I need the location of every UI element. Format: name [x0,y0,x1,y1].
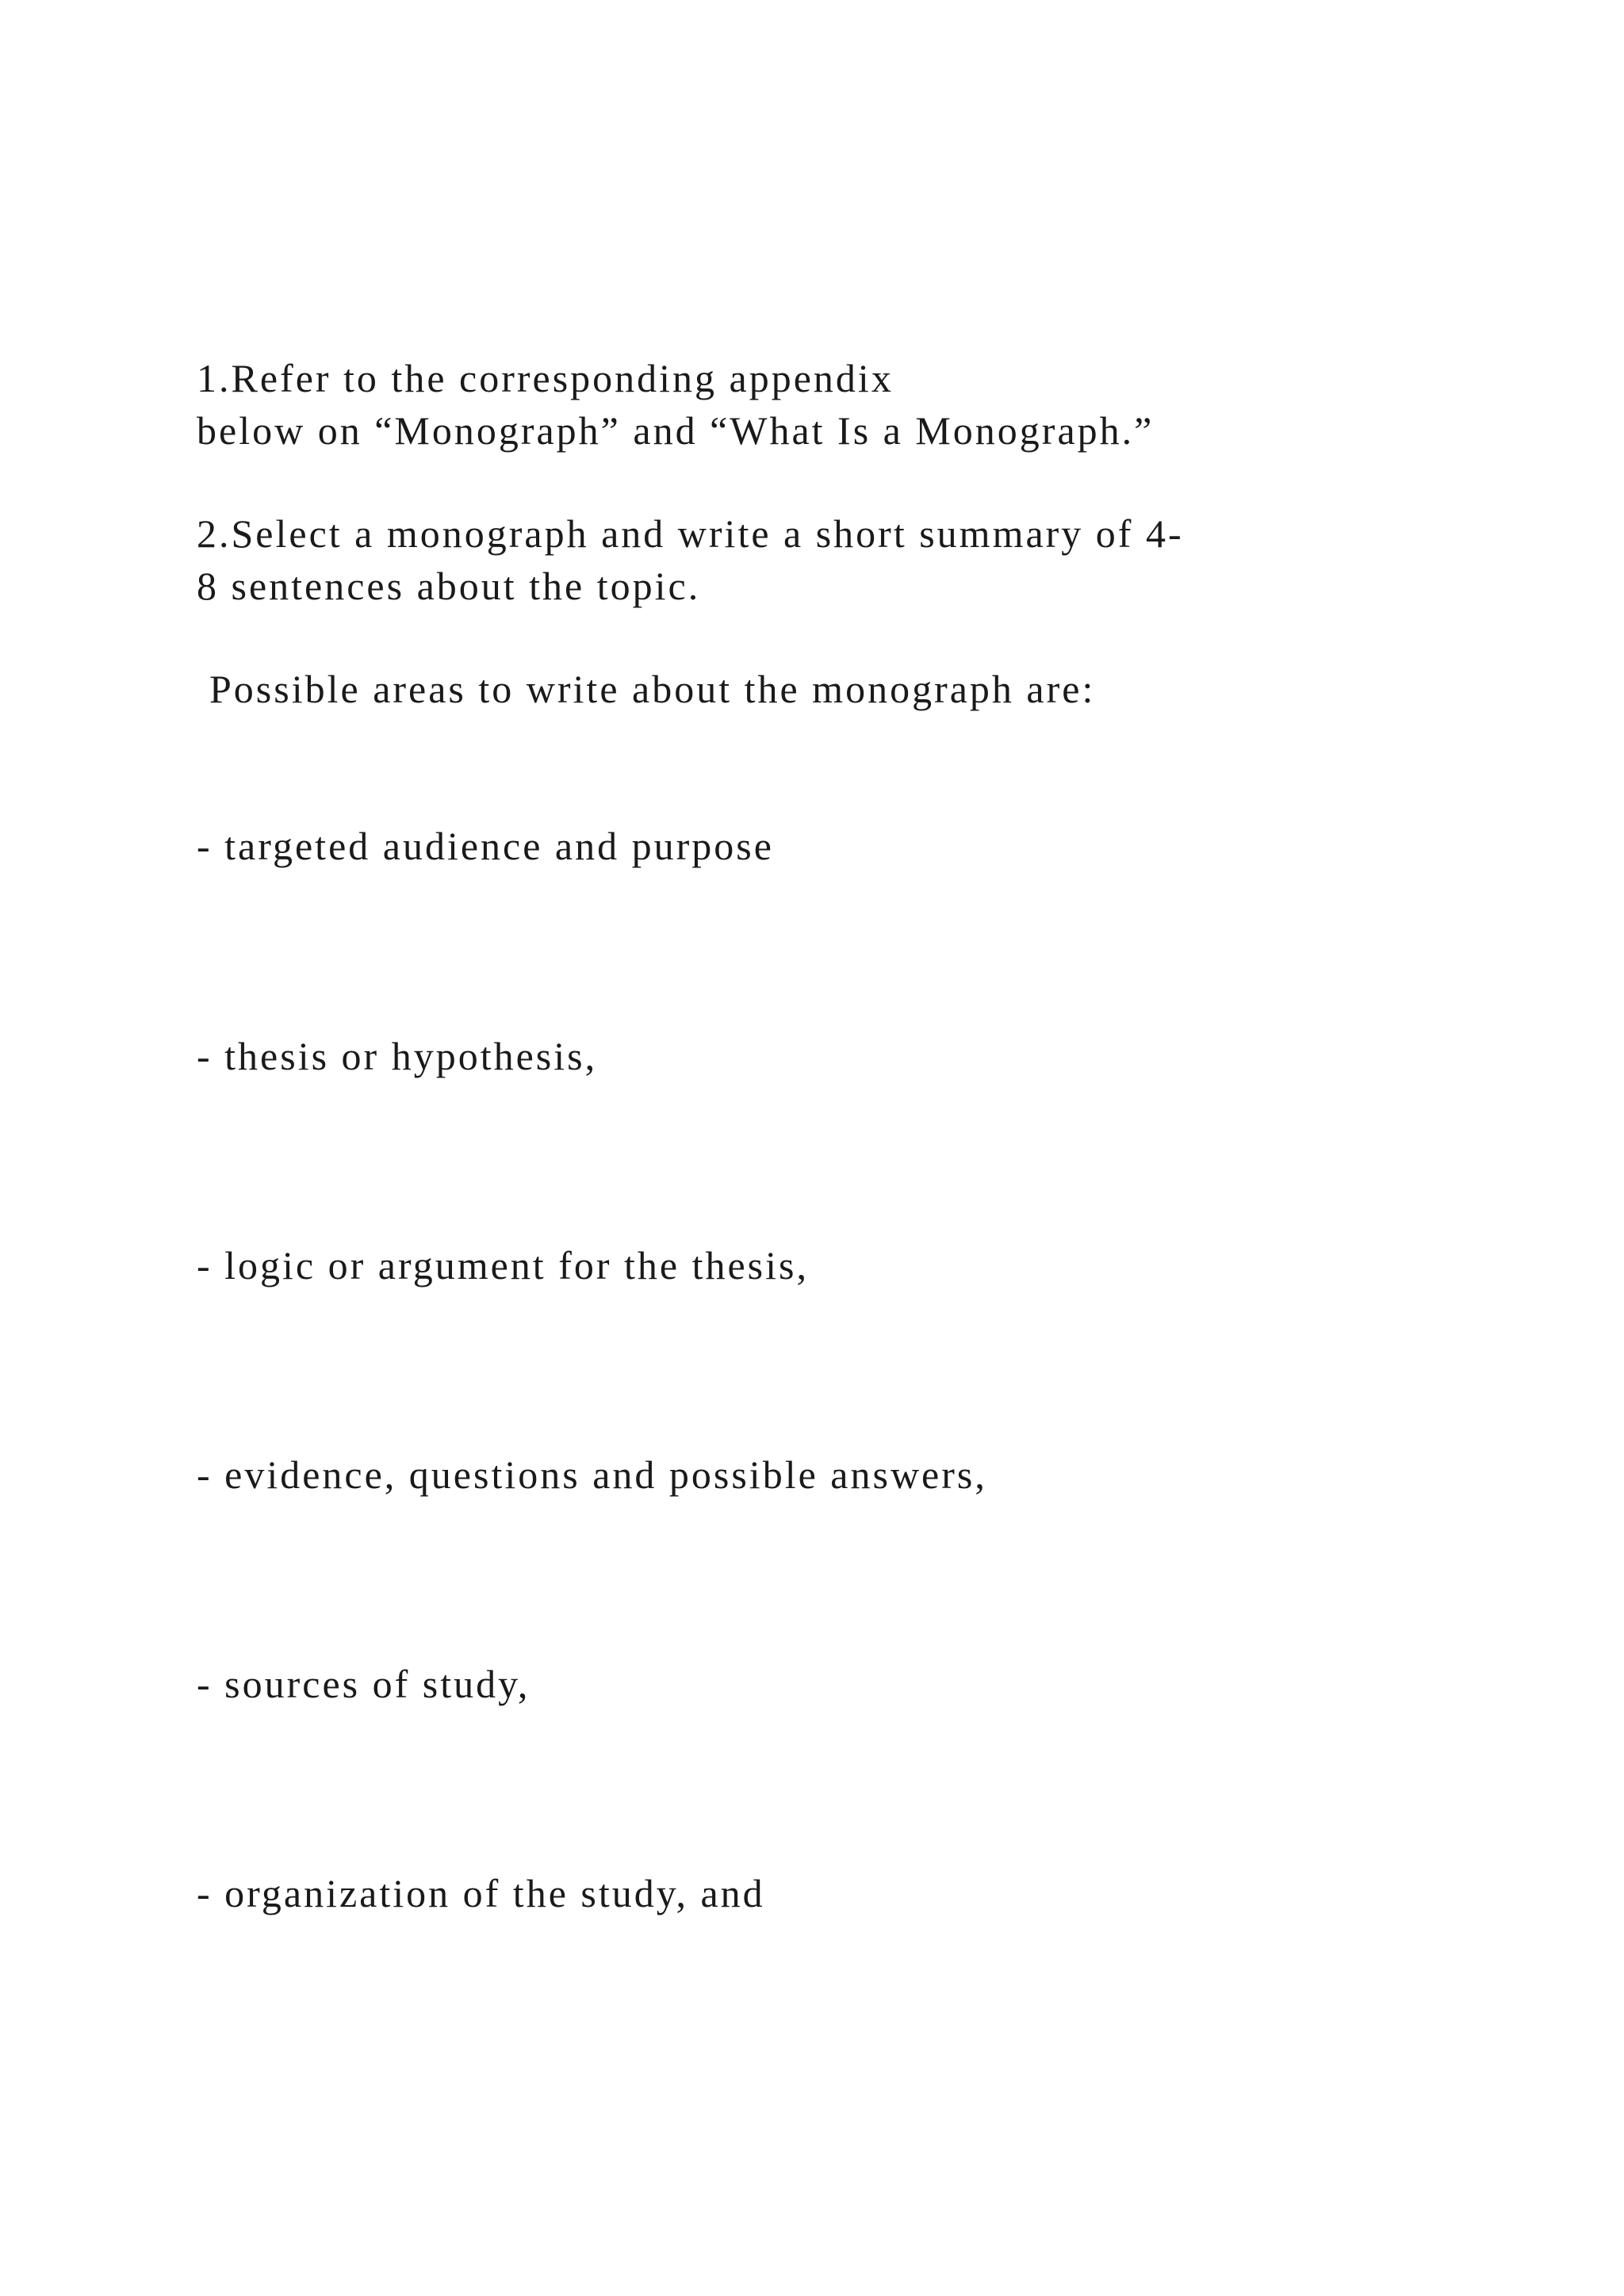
instruction-2-line-1: 2.Select a monograph and write a short summary of 4- [197,511,1184,556]
area-item-audience: - targeted audience and purpose [197,824,774,868]
area-item-thesis: - thesis or hypothesis, [197,1034,598,1078]
area-item-evidence: - evidence, questions and possible answers, [197,1452,987,1497]
instruction-2-line-2: 8 sentences about the topic. [197,564,701,608]
areas-intro: Possible areas to write about the monograph are: [209,667,1096,711]
area-item-organization: - organization of the study, and [197,1871,765,1915]
instruction-1-line-2: below on “Monograph” and “What Is a Monograph.” [197,408,1155,453]
area-item-sources: - sources of study, [197,1662,530,1706]
instruction-1-line-1: 1.Refer to the corresponding appendix [197,356,894,400]
area-item-logic: - logic or argument for the thesis, [197,1243,809,1288]
